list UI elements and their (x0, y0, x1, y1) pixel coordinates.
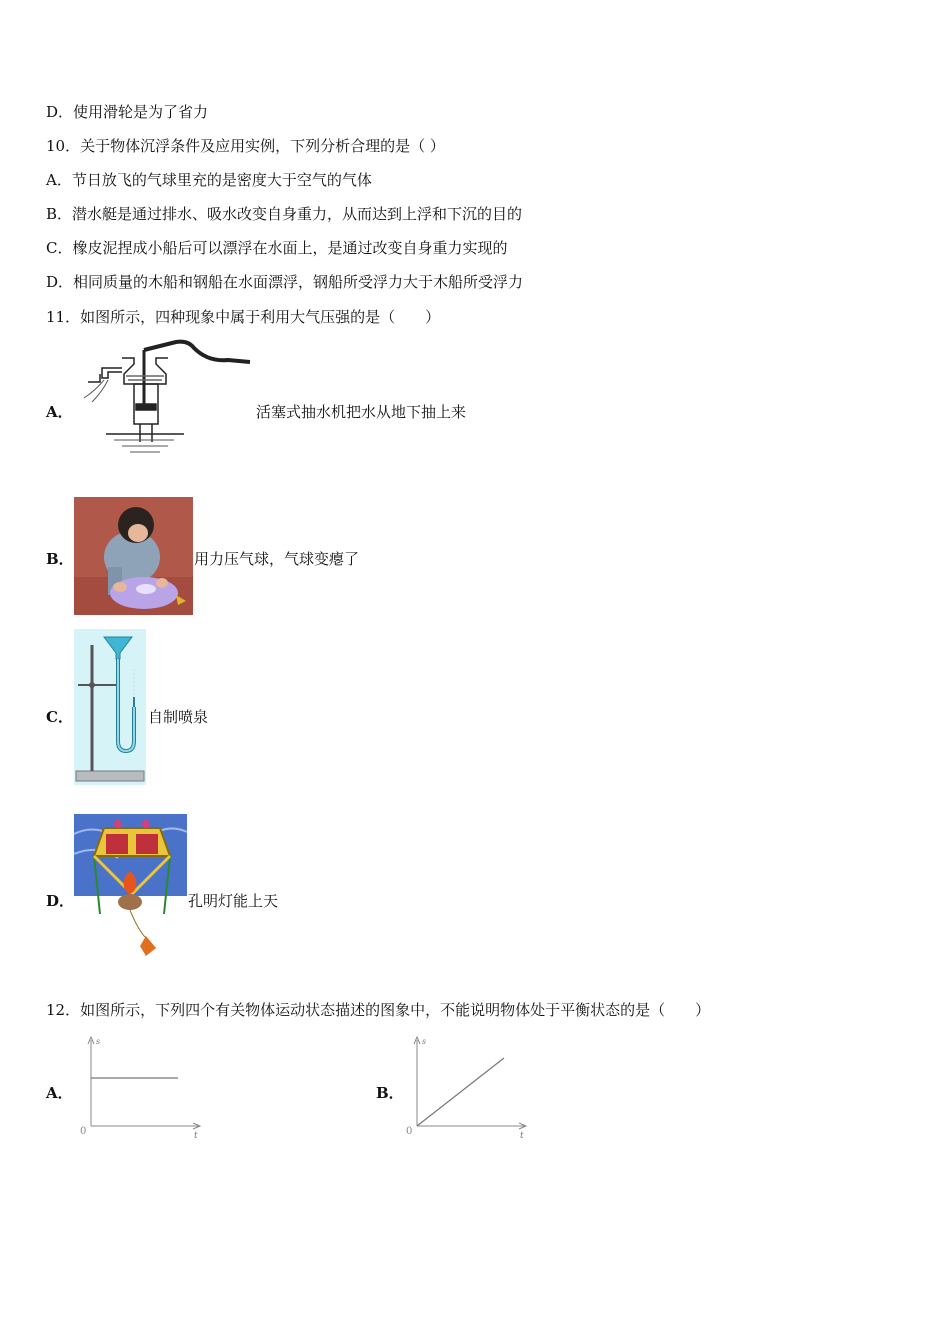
graph-a-ylabel: s (96, 1037, 101, 1046)
graph-b-xlabel: t (520, 1131, 524, 1140)
graph-b-line (417, 1058, 504, 1126)
q10-stem: 10．关于物体沉浮条件及应用实例，下列分析合理的是（ ） (46, 137, 445, 155)
q12-option-a-letter: A． (46, 1084, 73, 1102)
q11-option-d-text: 孔明灯能上天 (188, 892, 279, 910)
q11-option-a-letter: A． (46, 403, 73, 421)
q10-option-a: A．节日放飞的气球里充的是密度大于空气的气体 (46, 171, 372, 189)
q11-option-b-text: 用力压气球，气球变瘪了 (194, 550, 360, 568)
graph-b-ylabel: s (422, 1037, 427, 1046)
graph-b-origin: 0 (406, 1126, 413, 1137)
q9-option-d: D．使用滑轮是为了省力 (46, 103, 209, 121)
graph-a-xlabel: t (194, 1131, 198, 1140)
q11-option-b-letter: B． (46, 550, 74, 568)
q11-option-d-letter: D． (46, 892, 75, 910)
q10-option-c: C．橡皮泥捏成小船后可以漂浮在水面上，是通过改变自身重力实现的 (46, 239, 508, 257)
piston-pump-figure (78, 338, 254, 456)
q12-option-b-letter: B． (376, 1084, 404, 1102)
homemade-fountain-figure (74, 629, 146, 785)
q11-stem: 11．如图所示，四种现象中属于利用大气压强的是（ ） (46, 308, 441, 326)
child-balloon-photo (74, 497, 193, 615)
graph-a-origin: 0 (80, 1126, 87, 1137)
graph-b (402, 1034, 532, 1140)
q11-option-c-letter: C． (46, 708, 73, 726)
q11-option-a-text: 活塞式抽水机把水从地下抽上来 (256, 403, 467, 421)
q12-stem: 12．如图所示，下列四个有关物体运动状态描述的图象中，不能说明物体处于平衡状态的是（ ） (46, 1001, 711, 1019)
kongming-lantern-figure (74, 814, 187, 960)
q11-option-c-text: 自制喷泉 (148, 708, 209, 726)
q10-option-b: B．潜水艇是通过排水、吸水改变自身重力，从而达到上浮和下沉的目的 (46, 205, 523, 223)
q10-option-d: D．相同质量的木船和钢船在水面漂浮，钢船所受浮力大于木船所受浮力 (46, 273, 524, 291)
graph-a (76, 1034, 206, 1140)
